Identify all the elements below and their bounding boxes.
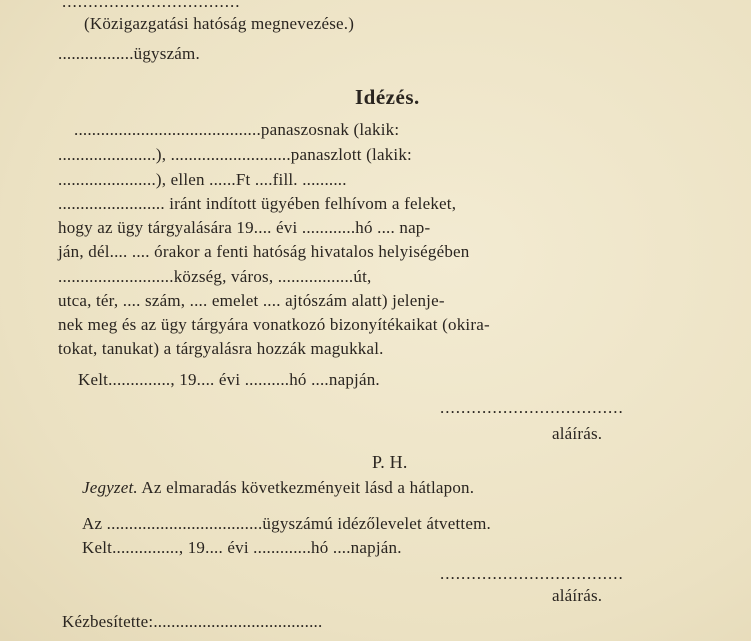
signature-label-2: aláírás. — [552, 586, 603, 605]
signature-dots-1: ................................... — [440, 398, 624, 417]
body-line-4: ........................ iránt indított ügyében felhívom a feleket, — [58, 194, 457, 213]
body-line-7: ..........................község, város, .................út, — [58, 267, 372, 286]
authority-caption: (Közigazgatási hatóság megnevezése.) — [84, 14, 355, 33]
document-title: Idézés. — [355, 85, 420, 109]
body-line-9: nek meg és az ügy tárgyára vonatkozó bizonyítékaikat (okira- — [58, 315, 490, 334]
signature-dots-2: ................................... — [440, 564, 624, 583]
body-line-10: tokat, tanukat) a tárgyalásra hozzák magukkal. — [58, 339, 384, 358]
body-line-1: ..........................................panaszosnak (lakik: — [74, 120, 400, 139]
ph-mark: P. H. — [372, 452, 408, 472]
body-line-8: utca, tér, .... szám, .... emelet .... ajtószám alatt) jelenje- — [58, 291, 445, 310]
body-line-3: ......................), ellen ......Ft ....fill. .......... — [58, 170, 347, 189]
note-label: Jegyzet. — [82, 478, 138, 497]
case-number-line: .................ügyszám. — [58, 44, 200, 63]
receipt-line: Az ...................................ügyszámú idézőlevelet átvettem. — [82, 514, 491, 533]
delivered-by-line: Kézbesítette:...................................... — [62, 612, 323, 631]
note-text: Az elmaradás következményeit lásd a hátlapon. — [141, 478, 475, 497]
receipt-dated-line: Kelt..............., 19.... évi .............hó ....napján. — [82, 538, 402, 557]
body-line-2: ......................), ...........................panaszlott (lakik: — [58, 145, 412, 164]
body-line-6: ján, dél.... .... órakor a fenti hatóság hivatalos helyiségében — [58, 242, 470, 261]
signature-label-1: aláírás. — [552, 424, 603, 443]
note-line — [82, 478, 474, 498]
dated-line: Kelt.............., 19.... évi ..........hó ....napján. — [78, 370, 380, 389]
top-dots: .................................. — [62, 0, 241, 11]
body-line-5: hogy az ügy tárgyalására 19.... évi ............hó .... nap- — [58, 218, 431, 237]
